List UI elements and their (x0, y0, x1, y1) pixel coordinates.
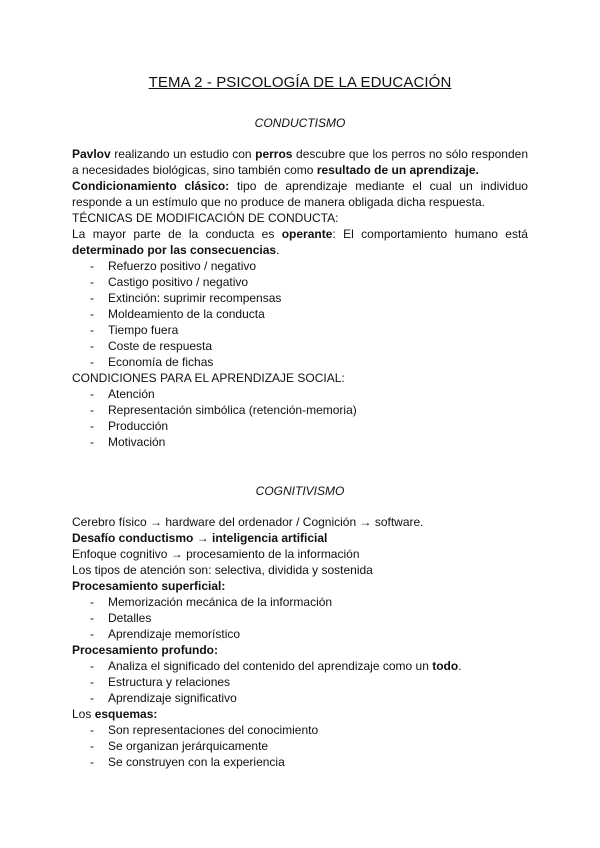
esquemas-bold: esquemas: (94, 707, 158, 721)
consecuencias-bold: determinado por las consecuencias (72, 243, 277, 257)
profundo-heading (72, 642, 528, 658)
list-item: - Extinción: suprimir recompensas (72, 290, 528, 306)
tecnicas-list (72, 258, 528, 370)
pavlov-bold: Pavlov (72, 147, 111, 161)
list-item: - Economía de fichas (72, 354, 528, 370)
desafio-bold: Desafío conductismo → inteligencia artificial (72, 531, 328, 545)
operante-bold: operante (281, 227, 333, 241)
list-item: - Se organizan jerárquicamente (72, 738, 528, 754)
profundo-list (72, 658, 528, 706)
enfoque-line: Enfoque cognitivo → procesamiento de la información (72, 547, 360, 561)
list-item: - Motivación (72, 434, 528, 450)
list-item: - Moldeamiento de la conducta (72, 306, 528, 322)
social-heading: CONDICIONES PARA EL APRENDIZAJE SOCIAL: (72, 371, 345, 385)
profundo-item-text-1: Analiza el significado del contenido del aprendizaje como un (108, 659, 433, 673)
operante-text-2: : El comportamiento humano está (332, 227, 528, 241)
superficial-list (72, 594, 528, 642)
list-item: - Detalles (72, 610, 528, 626)
list-item: - Estructura y relaciones (72, 674, 528, 690)
superficial-bold: Procesamiento superficial: (72, 579, 226, 593)
pavlov-paragraph (72, 146, 528, 178)
social-list (72, 386, 528, 450)
esquemas-list (72, 722, 528, 770)
list-item: - Representación simbólica (retención-memoria) (72, 402, 528, 418)
operante-paragraph (72, 226, 528, 258)
profundo-bold: Procesamiento profundo: (72, 643, 219, 657)
conductismo-body (72, 146, 528, 450)
esquemas-text: Los (72, 707, 95, 721)
list-item: - Aprendizaje significativo (72, 690, 528, 706)
list-item: - Tiempo fuera (72, 322, 528, 338)
todo-bold: todo (432, 659, 459, 673)
section-heading-cognitivismo: COGNITIVISMO (255, 484, 345, 498)
condicionamiento-paragraph (72, 178, 528, 210)
list-item: - Se construyen con la experiencia (72, 754, 528, 770)
list-item: - Son representaciones del conocimiento (72, 722, 528, 738)
list-item: - Memorización mecánica de la información (72, 594, 528, 610)
list-item: - Producción (72, 418, 528, 434)
profundo-item-text-2: . (458, 659, 462, 673)
condicionamiento-text: tipo de aprendizaje mediante el cual un individuo responde a un estímulo que no produce de manera obligada dicha respuesta. (72, 179, 528, 209)
atencion-line: Los tipos de atención son: selectiva, dividida y sostenida (72, 563, 373, 577)
list-item: - Atención (72, 386, 528, 402)
superficial-heading (72, 578, 528, 594)
operante-text-3: . (276, 243, 280, 257)
list-item: - Coste de respuesta (72, 338, 528, 354)
cognitivismo-body (72, 514, 528, 770)
list-item (72, 658, 528, 674)
list-item: - Refuerzo positivo / negativo (72, 258, 528, 274)
pavlov-text-1: realizando un estudio con (110, 147, 256, 161)
operante-text-1: La mayor parte de la conducta es (72, 227, 282, 241)
list-item: - Aprendizaje memorístico (72, 626, 528, 642)
condicionamiento-bold: Condicionamiento clásico: (72, 179, 230, 193)
cerebro-line: Cerebro físico → hardware del ordenador / Cognición → software. (72, 515, 424, 529)
list-item: - Castigo positivo / negativo (72, 274, 528, 290)
resultado-bold: resultado de un aprendizaje. (316, 163, 479, 177)
esquemas-heading (72, 706, 528, 722)
tecnicas-heading: TÉCNICAS DE MODIFICACIÓN DE CONDUCTA: (72, 211, 339, 225)
section-heading-conductismo: CONDUCTISMO (254, 116, 346, 130)
page-title: TEMA 2 - PSICOLOGÍA DE LA EDUCACIÓN (148, 74, 452, 91)
pavlov-text-2: descubre que los perros no sólo responden a necesidades biológicas, sino también como (72, 147, 529, 177)
desafio-line (72, 530, 528, 546)
perros-bold: perros (255, 147, 293, 161)
